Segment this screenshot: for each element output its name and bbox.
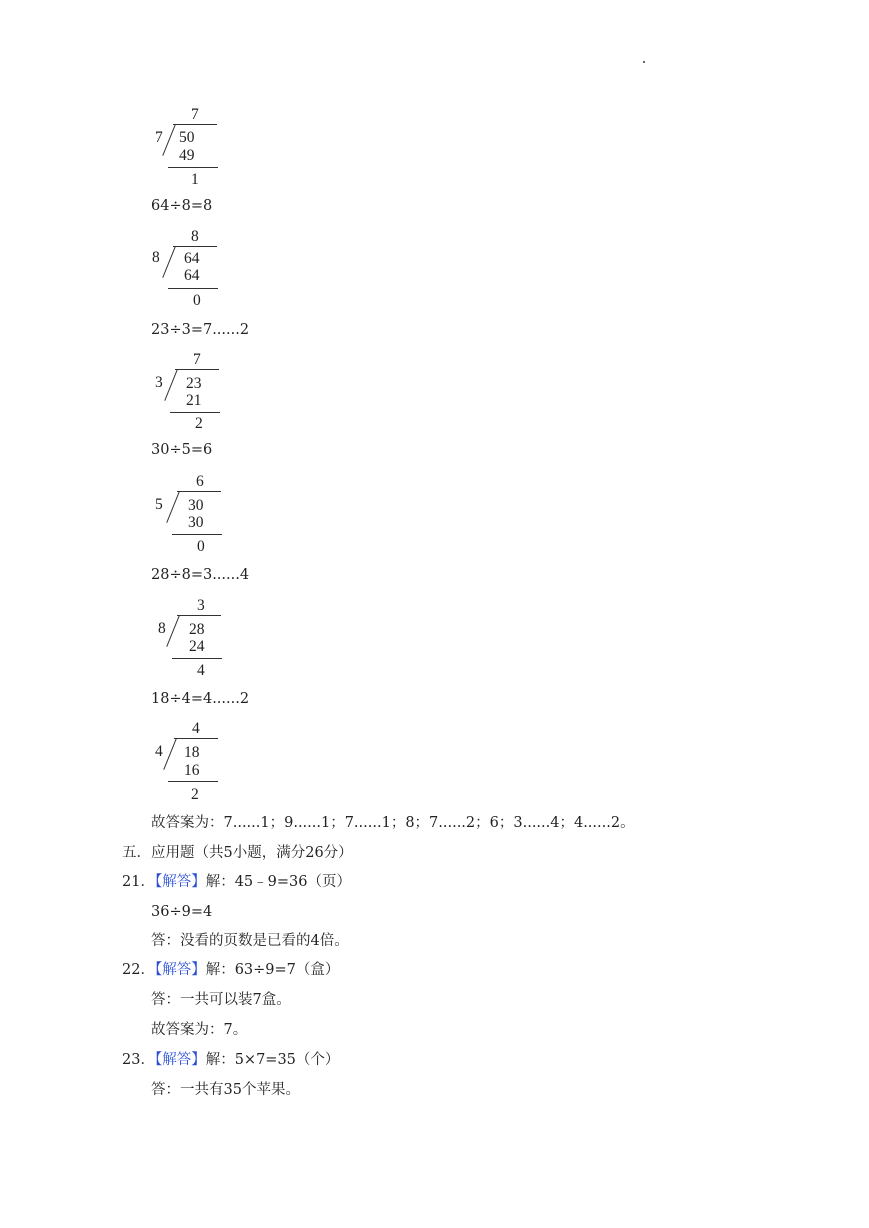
dividend: 50: [179, 129, 195, 146]
division-bracket-bar: [177, 615, 221, 616]
long-division: [150, 106, 250, 186]
remainder: 0: [193, 292, 201, 309]
remainder: 2: [195, 415, 203, 432]
remainder: 0: [197, 538, 205, 555]
division-bracket-slash: [166, 491, 180, 523]
dividend: 30: [188, 497, 204, 514]
division-bracket-slash: [163, 738, 177, 770]
answer-summary: 故答案为：7......1；9......1；7......1；8；7......2；6；3......4；4......2。: [151, 815, 635, 831]
answer-line: 答：没看的页数是已看的4倍。: [151, 933, 349, 949]
division-bracket-bar: [173, 124, 217, 125]
division-bracket-bar: [174, 738, 218, 739]
solution-line: 解：63÷9=7（盒）: [205, 962, 340, 978]
long-division: [150, 597, 250, 677]
answer-line: 答：一共可以装7盒。: [151, 992, 291, 1008]
divisor: 3: [155, 374, 163, 391]
subtraction-line: [168, 781, 218, 782]
subtraction-line: [172, 658, 222, 659]
product: 64: [184, 267, 200, 284]
product: 16: [184, 762, 200, 779]
product: 30: [188, 514, 204, 531]
product: 49: [179, 147, 195, 164]
equation: 18÷4=4......2: [151, 691, 250, 707]
page-dot: [643, 61, 645, 63]
answer-tag: 【解答】: [154, 1052, 206, 1068]
divisor: 8: [152, 249, 160, 266]
dividend: 23: [186, 375, 202, 392]
dividend: 28: [189, 621, 205, 638]
remainder: 2: [191, 786, 199, 803]
quotient: 8: [191, 228, 199, 245]
division-bracket-slash: [164, 369, 178, 401]
remainder: 4: [197, 662, 205, 679]
problem-number: 22．: [122, 962, 155, 978]
equation: 30÷5=6: [151, 442, 213, 458]
problem-23-heading: [122, 1053, 339, 1068]
long-division: [150, 720, 250, 803]
dividend: 64: [184, 250, 200, 267]
subtraction-line: [172, 534, 222, 535]
quotient: 3: [197, 597, 205, 614]
answer-tag: 【解答】: [154, 874, 206, 890]
long-division: [150, 473, 250, 553]
long-division: [150, 351, 250, 431]
answer-line: 答：一共有35个苹果。: [151, 1082, 300, 1098]
solution-line: 解：5×7=35（个）: [205, 1052, 340, 1068]
long-division: [150, 228, 250, 308]
subtraction-line: [168, 288, 218, 289]
divisor: 4: [155, 743, 163, 760]
division-bracket-slash: [166, 615, 180, 647]
remainder: 1: [191, 171, 199, 188]
division-bracket-slash: [162, 124, 176, 156]
division-bracket-slash: [162, 246, 176, 278]
subtraction-line: [168, 167, 218, 168]
divisor: 5: [155, 496, 163, 513]
quotient: 7: [193, 351, 201, 368]
equation: 64÷8=8: [151, 198, 213, 214]
subtraction-line: [170, 412, 220, 413]
quotient: 4: [192, 720, 200, 737]
divisor: 8: [158, 620, 166, 637]
solution-line: 36÷9=4: [151, 904, 213, 920]
problem-22-heading: [122, 963, 339, 978]
division-bracket-bar: [177, 491, 221, 492]
dividend: 18: [184, 744, 200, 761]
problem-21-heading: [122, 875, 351, 890]
product: 24: [189, 638, 205, 655]
problem-number: 23．: [122, 1052, 155, 1068]
solution-line: 解：45﹣9=36（页）: [205, 874, 351, 890]
answer-line: 故答案为：7。: [151, 1022, 248, 1038]
problem-number: 21．: [122, 874, 155, 890]
division-bracket-bar: [173, 246, 217, 247]
division-bracket-bar: [175, 369, 219, 370]
section-title: 五．应用题（共5小题，满分26分）: [122, 845, 353, 861]
answer-tag: 【解答】: [154, 962, 206, 978]
quotient: 7: [191, 106, 199, 123]
product: 21: [186, 392, 202, 409]
equation: 23÷3=7......2: [151, 322, 250, 338]
divisor: 7: [155, 129, 163, 146]
quotient: 6: [196, 473, 204, 490]
equation: 28÷8=3......4: [151, 567, 250, 583]
